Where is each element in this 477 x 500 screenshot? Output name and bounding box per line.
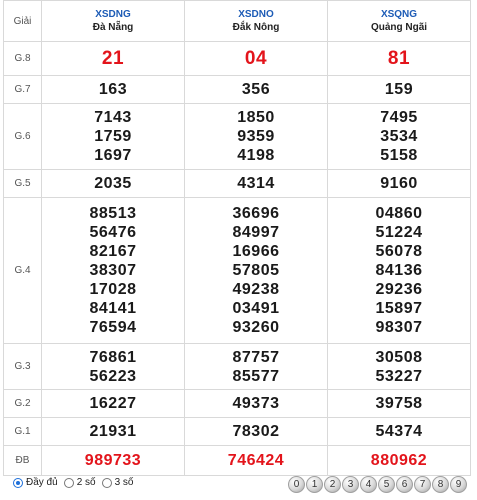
prize-number: 49373 (232, 395, 280, 412)
prize-cell (185, 76, 328, 104)
prize-number: 53227 (375, 367, 423, 385)
lottery-results-table (3, 0, 471, 476)
prize-number: 76594 (89, 319, 137, 336)
province-header-quangngai (328, 1, 471, 42)
prize-number: 84141 (89, 300, 137, 317)
prize-row (4, 344, 471, 390)
prize-cell (42, 76, 185, 104)
province-header-danang (42, 1, 185, 42)
prize-number: 87757 (232, 348, 280, 366)
prize-number: 56476 (89, 224, 137, 241)
digit-ball-button[interactable]: 6 (396, 476, 413, 493)
prize-number: 76861 (89, 348, 137, 366)
digit-mode-radio-group (13, 477, 140, 488)
prize-number: 880962 (370, 452, 428, 469)
prize-number: 4198 (237, 147, 275, 164)
prize-row (4, 446, 471, 476)
prize-number: 54374 (375, 423, 423, 440)
prize-number: 88513 (89, 205, 137, 222)
prize-number: 16227 (89, 395, 137, 412)
prize-cell (328, 344, 471, 390)
prize-cell (328, 390, 471, 418)
prize-number: 82167 (89, 243, 137, 260)
prize-number: 9359 (237, 128, 275, 145)
prize-cell (42, 170, 185, 198)
prize-cell (185, 104, 328, 170)
prize-cell (328, 76, 471, 104)
prize-cell (42, 344, 185, 390)
prize-number: 93260 (232, 319, 280, 336)
province-name: Quảng Ngãi (370, 22, 428, 33)
prize-cell (185, 418, 328, 446)
prize-number: 29236 (375, 281, 423, 298)
prize-number: 7495 (380, 109, 418, 126)
prize-number: 163 (98, 81, 128, 98)
digit-mode-radio[interactable] (102, 477, 134, 488)
prize-number: 81 (387, 47, 411, 69)
prize-row (4, 198, 471, 344)
prize-number: 84136 (375, 262, 423, 279)
prize-number: 38307 (89, 262, 137, 279)
prize-number: 56223 (89, 367, 137, 385)
province-code[interactable]: XSQNG (380, 9, 418, 20)
prize-number: 9160 (380, 175, 418, 192)
prize-row (4, 390, 471, 418)
prize-cell (185, 446, 328, 476)
radio-dot-icon[interactable] (64, 478, 74, 488)
radio-label: Đầy đủ (26, 477, 58, 488)
prize-number: 746424 (227, 452, 285, 469)
prize-number: 36696 (232, 205, 280, 222)
prize-number: 21931 (89, 423, 137, 440)
prize-number: 15897 (375, 300, 423, 317)
prize-label: G.2 (4, 390, 42, 418)
digit-ball-button[interactable]: 1 (306, 476, 323, 493)
prize-number: 1697 (94, 147, 132, 164)
prize-number: 4314 (237, 175, 275, 192)
prize-number: 85577 (232, 367, 280, 385)
prize-cell (328, 446, 471, 476)
prize-label: G.1 (4, 418, 42, 446)
province-name: Đắk Nông (232, 22, 280, 33)
radio-dot-icon[interactable] (13, 478, 23, 488)
prize-number: 78302 (232, 423, 280, 440)
prize-number: 49238 (232, 281, 280, 298)
prize-row (4, 42, 471, 76)
prize-cell (328, 198, 471, 344)
radio-dot-icon[interactable] (102, 478, 112, 488)
province-header-daknong (185, 1, 328, 42)
prize-label: G.7 (4, 76, 42, 104)
prize-cell (42, 198, 185, 344)
province-code[interactable]: XSDNO (238, 9, 274, 20)
prize-row (4, 104, 471, 170)
digit-ball-button[interactable]: 9 (450, 476, 467, 493)
prize-cell (328, 42, 471, 76)
prize-number: 3534 (380, 128, 418, 145)
prize-cell (42, 390, 185, 418)
prize-header-label: Giải (4, 1, 42, 42)
prize-number: 30508 (375, 348, 423, 366)
prize-label: G.8 (4, 42, 42, 76)
prize-cell (328, 418, 471, 446)
prize-cell (185, 42, 328, 76)
prize-label: G.3 (4, 344, 42, 390)
prize-number: 04 (244, 47, 268, 69)
digit-ball-button[interactable]: 8 (432, 476, 449, 493)
digit-ball-button[interactable]: 4 (360, 476, 377, 493)
prize-cell (42, 418, 185, 446)
prize-number: 1850 (237, 109, 275, 126)
radio-label: 2 số (76, 477, 96, 488)
prize-number: 03491 (232, 300, 280, 317)
digit-mode-radio[interactable] (64, 477, 96, 488)
prize-label: ĐB (4, 446, 42, 476)
prize-number: 51224 (375, 224, 423, 241)
prize-number: 989733 (84, 452, 142, 469)
prize-number: 56078 (375, 243, 423, 260)
prize-number: 16966 (232, 243, 280, 260)
prize-cell (42, 446, 185, 476)
prize-number: 159 (384, 81, 414, 98)
prize-cell (42, 104, 185, 170)
display-controls (3, 474, 473, 498)
digit-mode-radio[interactable] (13, 477, 58, 488)
radio-label: 3 số (114, 477, 134, 488)
prize-cell (185, 344, 328, 390)
prize-number: 04860 (375, 205, 423, 222)
prize-cell (328, 104, 471, 170)
digit-ball-button[interactable]: 0 (288, 476, 305, 493)
prize-number: 7143 (94, 109, 132, 126)
digit-filter-balls (287, 476, 467, 493)
province-code[interactable]: XSDNG (95, 9, 131, 20)
prize-number: 2035 (94, 175, 132, 192)
prize-label: G.5 (4, 170, 42, 198)
prize-number: 356 (241, 81, 271, 98)
prize-row (4, 76, 471, 104)
province-name: Đà Nẵng (92, 22, 134, 33)
prize-number: 1759 (94, 128, 132, 145)
prize-row (4, 418, 471, 446)
prize-cell (185, 390, 328, 418)
prize-number: 84997 (232, 224, 280, 241)
prize-number: 39758 (375, 395, 423, 412)
header-row (4, 1, 471, 42)
digit-ball-button[interactable]: 7 (414, 476, 431, 493)
prize-label: G.4 (4, 198, 42, 344)
prize-number: 5158 (380, 147, 418, 164)
prize-number: 17028 (89, 281, 137, 298)
prize-number: 21 (101, 47, 125, 69)
digit-ball-button[interactable]: 2 (324, 476, 341, 493)
digit-ball-button[interactable]: 5 (378, 476, 395, 493)
prize-cell (185, 170, 328, 198)
digit-ball-button[interactable]: 3 (342, 476, 359, 493)
prize-cell (42, 42, 185, 76)
prize-cell (328, 170, 471, 198)
prize-number: 57805 (232, 262, 280, 279)
prize-cell (185, 198, 328, 344)
prize-label: G.6 (4, 104, 42, 170)
prize-number: 98307 (375, 319, 423, 336)
prize-row (4, 170, 471, 198)
